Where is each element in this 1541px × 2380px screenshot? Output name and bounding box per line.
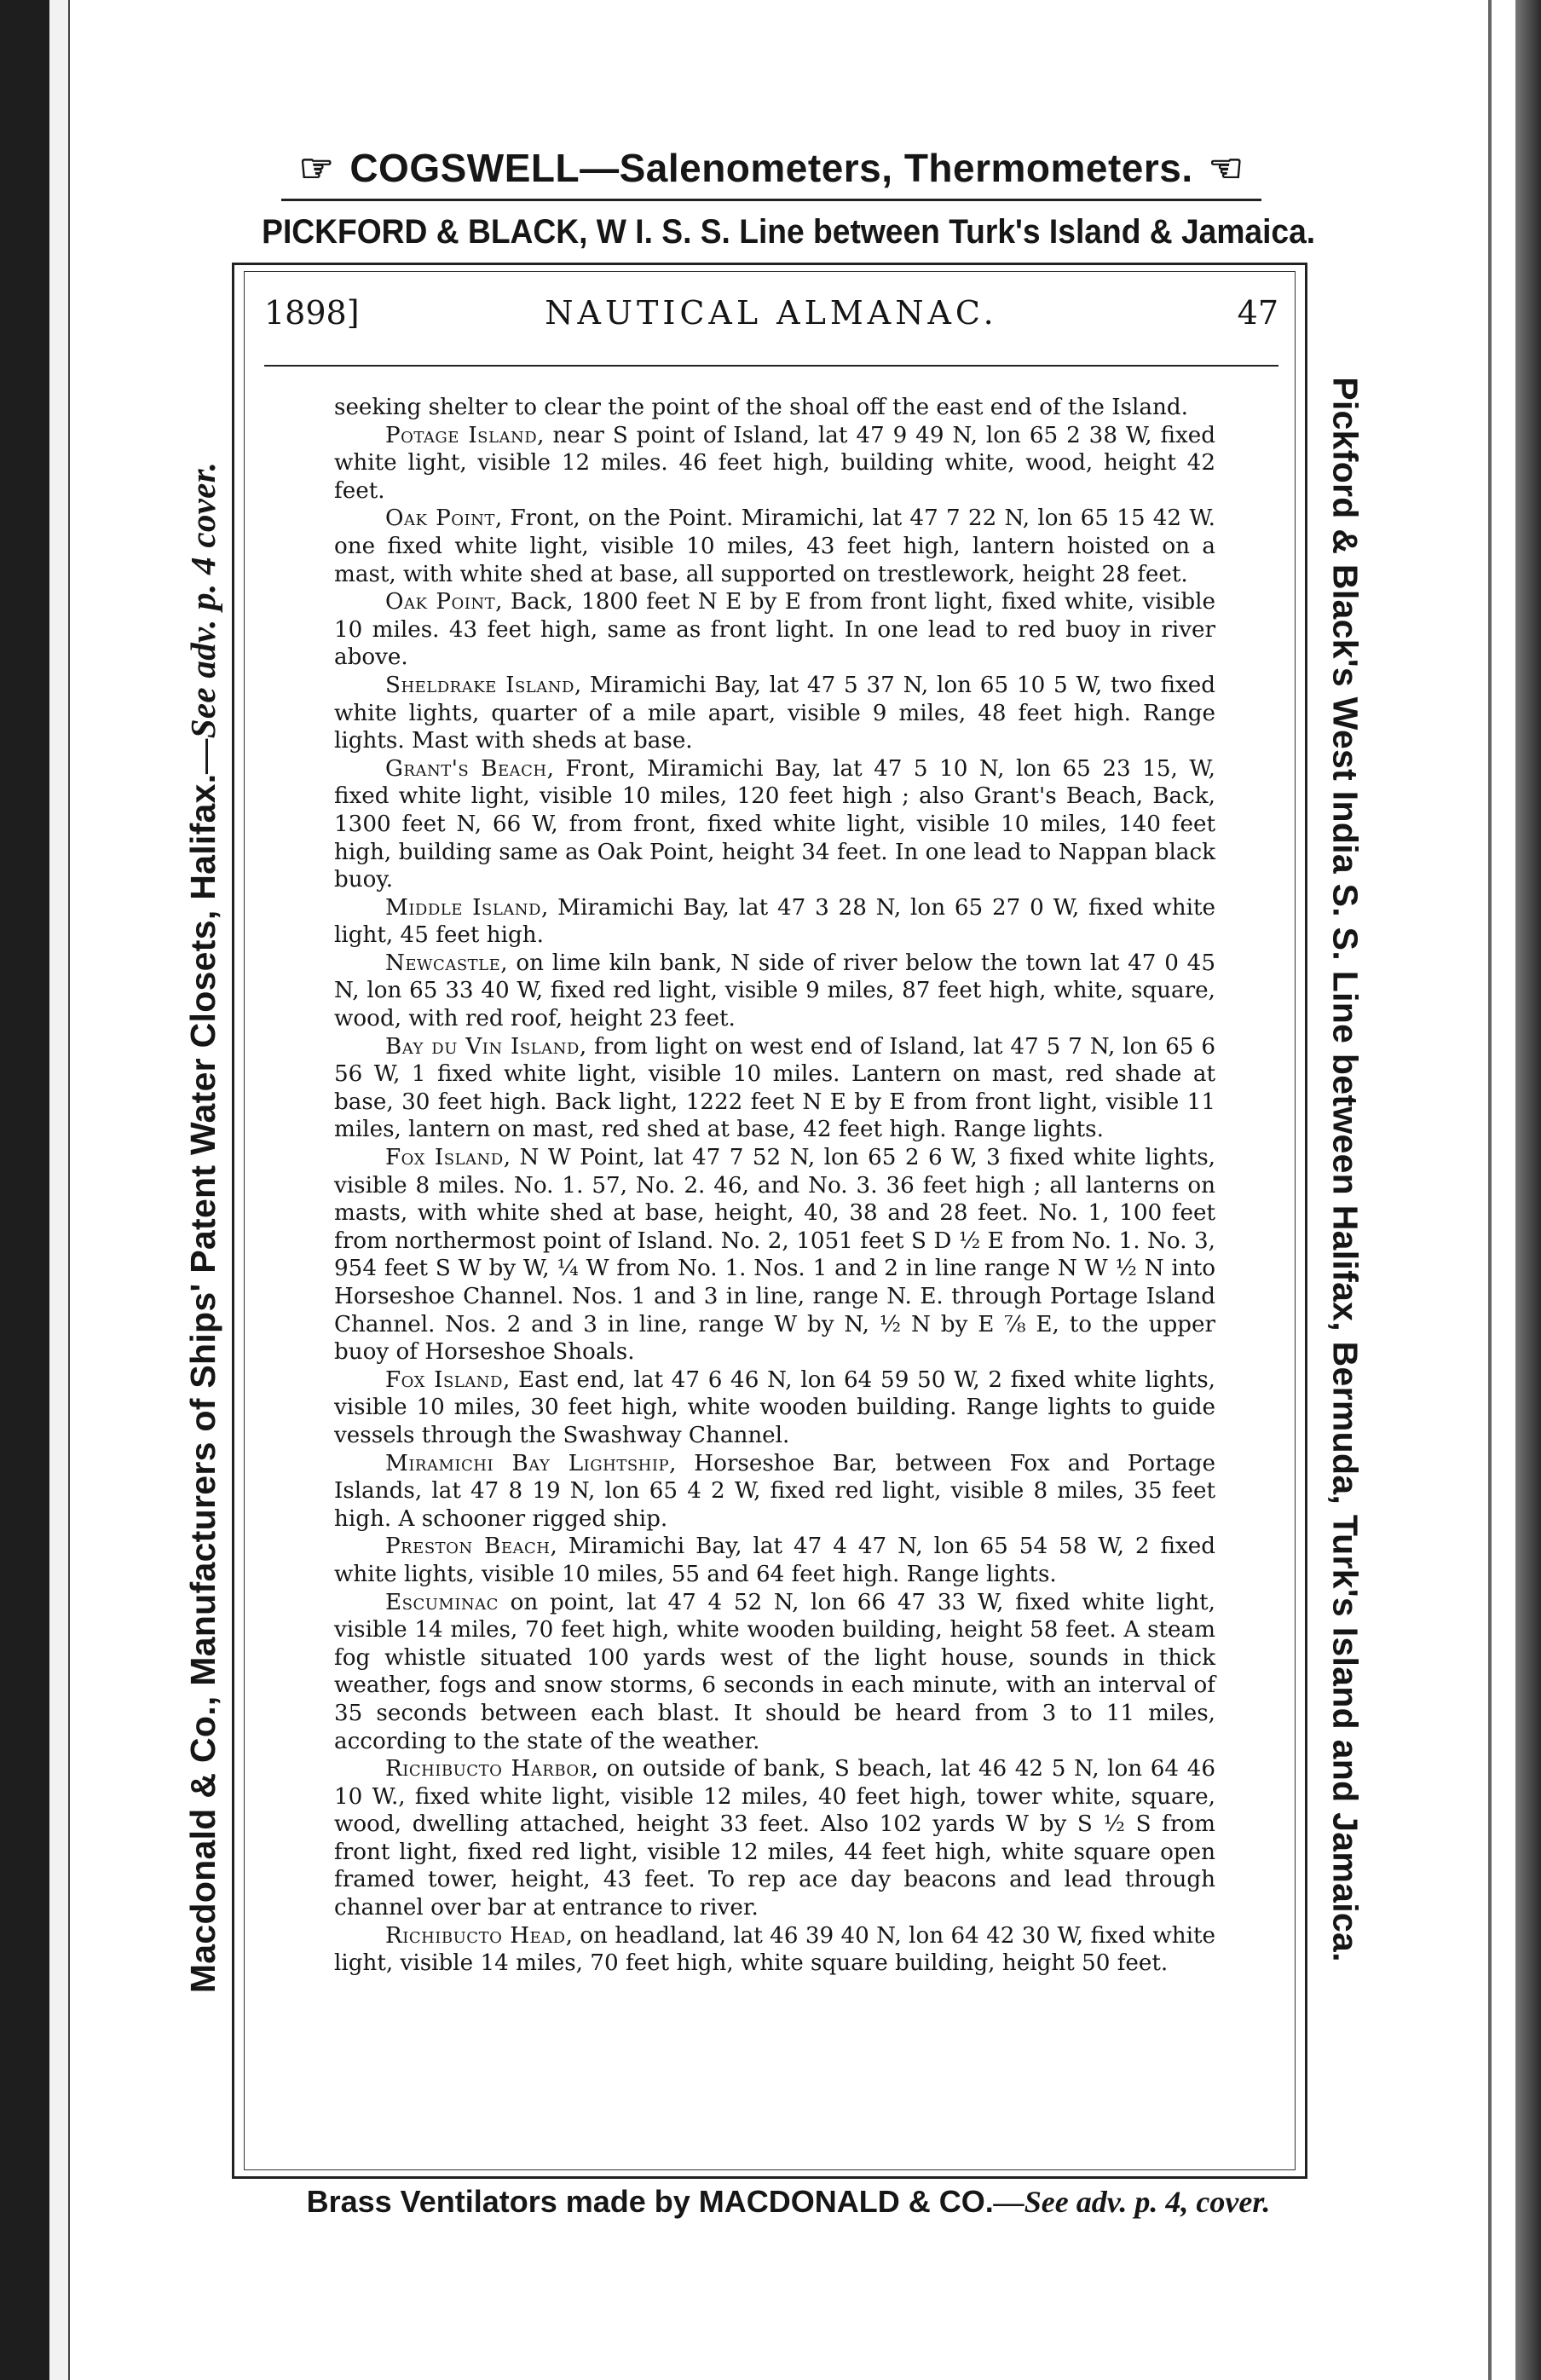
entry bbox=[334, 505, 1215, 588]
entry-name: Fox Island bbox=[385, 1366, 503, 1393]
entry bbox=[334, 588, 1215, 672]
entry-text: , on outside of bank, S beach, lat 46 42 5 N, lon 64 46 10 W., fixed white light, visible 12 miles, 40 feet high, tower white, square, wood, dwelling attached, height 33 feet. Also 102 yards W by S ½ S from front light, fixed red light, visible 12 miles, 44 feet high, white square open framed tower, height, 43 feet. To rep ace day beacons and lead through channel over bar at entrance to river. bbox=[334, 1756, 1215, 1921]
running-head-title: NAUTICAL ALMANAC. bbox=[545, 294, 998, 332]
entry-text: , N W Point, lat 47 7 52 N, lon 65 2 6 W, 3 fixed white lights, visible 8 miles. No. 1. 57, No. 2. 46, and No. 3. 36 feet high ; all lanterns on masts, with white shed at base, height, 40, 38 and 28 feet. No. 1, 100 feet from northermost point of Island. No. 2, 1051 feet S D ½ E from No. 1. No. 3, 954 feet S W by W, ¼ W from No. 1. Nos. 1 and 2 in line range N W ½ N into Horseshoe Channel. Nos. 1 and 3 in line, range N. E. through Portage Island Channel. Nos. 2 and 3 in line, range W by N, ½ N by E ⅞ E, to the upper buoy of Horseshoe Shoals. bbox=[334, 1145, 1216, 1366]
entry-text: , Miramichi Bay, lat 47 5 37 N, lon 65 10 5 W, two fixed white lights, quarter of a mile apart, visible 9 miles, 48 feet high. Range lights. Mast with sheds at base. bbox=[334, 672, 1215, 754]
scan-border-left bbox=[0, 0, 49, 2380]
entry-text: , Back, 1800 feet N E by E from front light, fixed white, visible 10 miles. 43 feet high, same as front light. In one lead to red buoy in river above. bbox=[334, 589, 1216, 671]
left-side-ad-main: Macdonald & Co., Manufacturers of Ships' Patent Water Closets, Halifax. bbox=[183, 773, 222, 1994]
entry bbox=[334, 755, 1215, 894]
entry-text: , Horseshoe Bar, between Fox and Portage Islands, lat 47 8 19 N, lon 65 4 2 W, fixed red light, visible 8 miles, 35 feet high. A schooner rigged ship. bbox=[334, 1450, 1215, 1532]
entry-text: , near S point of Island, lat 47 9 49 N, lon 65 2 38 W, fixed white light, visible 12 miles. 46 feet high, building white, wood, height 42 feet. bbox=[334, 422, 1215, 504]
entry bbox=[334, 1533, 1215, 1588]
entry-name: Preston Beach bbox=[385, 1534, 551, 1560]
bottom-ad-main: Brass Ventilators made by MACDONALD & CO. bbox=[306, 2184, 994, 2219]
entry-text: , Miramichi Bay, lat 47 3 28 N, lon 65 27 0 W, fixed white light, 45 feet high. bbox=[334, 894, 1216, 949]
entry bbox=[334, 1922, 1215, 1978]
entry bbox=[334, 894, 1215, 950]
entry-text: , Front, Miramichi Bay, lat 47 5 10 N, lon 65 23 15, W, fixed white light, visible 10 miles, 120 feet high ; also Grant's Beach, Back, 1300 feet N, 66 W, from front, fixed white light, visible 10 miles, 140 feet high, building same as Oak Point, height 34 feet. In one lead to Nappan black buoy. bbox=[334, 755, 1215, 893]
left-side-advertisement bbox=[182, 307, 223, 2148]
bottom-ad-reference: —See adv. p. 4, cover. bbox=[993, 2185, 1271, 2219]
entry-name: Miramichi Bay Lightship bbox=[385, 1450, 670, 1476]
entry bbox=[334, 1450, 1215, 1534]
entry-name: Middle Island bbox=[385, 894, 541, 921]
entry-name: Grant's Beach bbox=[385, 755, 547, 782]
left-side-ad-reference: —See adv. p. 4 cover. bbox=[183, 461, 222, 774]
entry bbox=[334, 950, 1215, 1033]
adjacent-page-strip bbox=[49, 0, 70, 2380]
entry bbox=[334, 1144, 1215, 1366]
top-ad-rule bbox=[281, 199, 1261, 201]
top-ad-text: COGSWELL—Salenometers, Thermometers. bbox=[349, 146, 1193, 190]
entry bbox=[334, 422, 1215, 505]
entry-name: Oak Point bbox=[385, 505, 495, 532]
running-head-year: 1898] bbox=[264, 294, 360, 332]
top-advertisement bbox=[264, 145, 1278, 191]
entry-text: , on headland, lat 46 39 40 N, lon 64 42 30 W, fixed white light, visible 14 miles, 70 feet high, white square building, height 50 feet. bbox=[334, 1922, 1216, 1977]
entry-name: Bay du Vin Island bbox=[385, 1033, 580, 1060]
entry bbox=[334, 1589, 1215, 1756]
pointing-hand-right-icon: ☞ bbox=[298, 146, 335, 190]
running-head bbox=[264, 294, 1278, 345]
bottom-advertisement bbox=[256, 2184, 1321, 2220]
lighthouse-entries bbox=[334, 394, 1215, 1978]
entry bbox=[334, 1366, 1215, 1450]
entry bbox=[334, 672, 1215, 755]
entry-text: , East end, lat 47 6 46 N, lon 64 59 50 W, 2 fixed white lights, visible 10 miles, 30 feet high, white wooden building. Range lights to guide vessels through the Swashway Channel. bbox=[334, 1366, 1215, 1448]
page-number: 47 bbox=[1237, 294, 1278, 332]
entry-name: Fox Island bbox=[385, 1145, 504, 1171]
second-advertisement: PICKFORD & BLACK, W I. S. S. Line between Turk's Island & Jamaica. bbox=[262, 213, 1316, 251]
entry-name: Potage Island bbox=[385, 422, 538, 448]
entry-name: Newcastle bbox=[385, 950, 501, 976]
entry bbox=[334, 1755, 1215, 1922]
entry bbox=[334, 1033, 1215, 1144]
right-side-advertisement: Pickford & Black's West India S. S. Line between Halifax, Bermuda, Turk's Island and Jamaica. bbox=[1325, 377, 1365, 1962]
entry-text: , from light on west end of Island, lat 47 5 7 N, lon 65 6 56 W, 1 fixed white light, visible 10 miles. Lantern on mast, red shade at base, 30 feet high. Back light, 1222 feet N E by E from front light, visible 11 miles, lantern on mast, red shed at base, 42 feet high. Range lights. bbox=[334, 1033, 1215, 1143]
entry-name: Escuminac bbox=[385, 1589, 499, 1615]
scan-border-right bbox=[1515, 0, 1541, 2380]
page-edge bbox=[1488, 0, 1492, 2380]
entry-name: Richibucto Head bbox=[385, 1922, 566, 1949]
entry-text: , Miramichi Bay, lat 47 4 47 N, lon 65 54 58 W, 2 fixed white lights, visible 10 miles, 55 and 64 feet high. Range lights. bbox=[334, 1534, 1215, 1587]
entry-name: Richibucto Harbor bbox=[385, 1756, 592, 1782]
head-rule bbox=[264, 365, 1278, 367]
pointing-hand-left-icon: ☜ bbox=[1208, 146, 1244, 190]
entry-name: Sheldrake Island bbox=[385, 672, 574, 698]
entry-continuation: seeking shelter to clear the point of the shoal off the east end of the Island. bbox=[334, 395, 1188, 420]
entry-text: , Front, on the Point. Miramichi, lat 47 7 22 N, lon 65 15 42 W. one fixed white light, visible 10 miles, 43 feet high, lantern hoisted on a mast, with white shed at base, all supported on trestlework, height 28 feet. bbox=[334, 505, 1215, 587]
entry-text: on point, lat 47 4 52 N, lon 66 47 33 W, fixed white light, visible 14 miles, 70 feet high, white wooden building, height 58 feet. A steam fog whistle situated 100 yards west of the light house, sounds in thick weather, fogs and snow storms, 6 seconds in each minute, with an interval of 35 seconds between each blast. It should be heard from 3 to 11 miles, according to the state of the weather. bbox=[334, 1589, 1215, 1754]
entry-text: , on lime kiln bank, N side of river below the town lat 47 0 45 N, lon 65 33 40 W, fixed red light, visible 9 miles, 87 feet high, white, square, wood, with red roof, height 23 feet. bbox=[334, 950, 1215, 1032]
entry-name: Oak Point bbox=[385, 589, 496, 615]
